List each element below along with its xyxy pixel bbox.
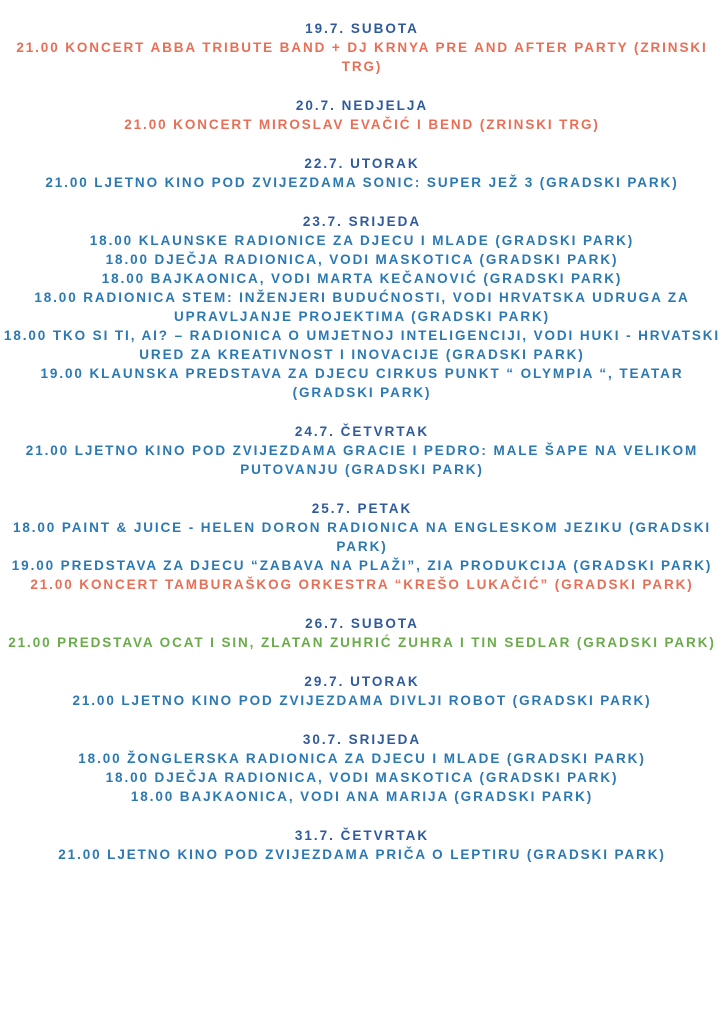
event-item: 18.00 PAINT & JUICE - HELEN DORON RADIONICA NA ENGLESKOM JEZIKU (GRADSKI PARK) xyxy=(12,520,712,554)
day-date: 24.7. ČETVRTAK xyxy=(294,424,430,439)
event-item: 21.00 KONCERT TAMBURAŠKOG ORKESTRA “KREŠO LUKAČIĆ” (GRADSKI PARK) xyxy=(30,577,694,592)
day-20-7 xyxy=(0,96,724,134)
event-item: 21.00 LJETNO KINO POD ZVIJEZDAMA SONIC: SUPER JEŽ 3 (GRADSKI PARK) xyxy=(45,175,679,190)
event-item: 18.00 TKO SI TI, AI? – RADIONICA O UMJETNOJ INTELIGENCIJI, VODI HUKI - HRVATSKI URED ZA KREATIVNOST I INOVACIJE (GRADSKI PARK) xyxy=(3,328,721,362)
day-date: 26.7. SUBOTA xyxy=(305,616,419,631)
event-item: 18.00 RADIONICA STEM: INŽENJERI BUDUĆNOSTI, VODI HRVATSKA UDRUGA ZA UPRAVLJANJE PROJEKTIMA (GRADSKI PARK) xyxy=(34,290,690,324)
day-date: 25.7. PETAK xyxy=(311,501,413,516)
event-item: 18.00 BAJKAONICA, VODI ANA MARIJA (GRADSKI PARK) xyxy=(130,789,594,804)
day-30-7 xyxy=(0,730,724,806)
day-date: 20.7. NEDJELJA xyxy=(295,98,429,113)
day-date: 29.7. UTORAK xyxy=(304,674,420,689)
event-item: 18.00 DJEČJA RADIONICA, VODI MASKOTICA (GRADSKI PARK) xyxy=(105,252,619,267)
day-24-7 xyxy=(0,422,724,479)
event-item: 19.00 PREDSTAVA ZA DJECU “ZABAVA NA PLAŽI”, ZIA PRODUKCIJA (GRADSKI PARK) xyxy=(11,558,713,573)
event-item: 21.00 KONCERT MIROSLAV EVAČIĆ I BEND (ZRINSKI TRG) xyxy=(124,117,600,132)
day-date: 31.7. ČETVRTAK xyxy=(294,828,430,843)
day-date: 23.7. SRIJEDA xyxy=(302,214,422,229)
day-date: 22.7. UTORAK xyxy=(304,156,420,171)
event-item: 21.00 PREDSTAVA OCAT I SIN, ZLATAN ZUHRIĆ ZUHRA I TIN SEDLAR (GRADSKI PARK) xyxy=(8,635,716,650)
day-date: 30.7. SRIJEDA xyxy=(302,732,422,747)
day-22-7 xyxy=(0,154,724,192)
event-item: 18.00 KLAUNSKE RADIONICE ZA DJECU I MLADE (GRADSKI PARK) xyxy=(89,233,635,248)
day-25-7 xyxy=(0,499,724,594)
day-29-7 xyxy=(0,672,724,710)
event-item: 19.00 KLAUNSKA PREDSTAVA ZA DJECU CIRKUS PUNKT “ OLYMPIA “, TEATAR (GRADSKI PARK) xyxy=(40,366,684,400)
event-item: 18.00 DJEČJA RADIONICA, VODI MASKOTICA (GRADSKI PARK) xyxy=(105,770,619,785)
day-31-7 xyxy=(0,826,724,864)
event-item: 21.00 LJETNO KINO POD ZVIJEZDAMA GRACIE I PEDRO: MALE ŠAPE NA VELIKOM PUTOVANJU (GRADSKI PARK) xyxy=(25,443,699,477)
event-item: 18.00 ŽONGLERSKA RADIONICA ZA DJECU I MLADE (GRADSKI PARK) xyxy=(78,751,646,766)
event-item: 18.00 BAJKAONICA, VODI MARTA KEČANOVIĆ (GRADSKI PARK) xyxy=(101,271,623,286)
event-item: 21.00 KONCERT ABBA TRIBUTE BAND + DJ KRNYA PRE AND AFTER PARTY (ZRINSKI TRG) xyxy=(16,40,708,74)
day-26-7 xyxy=(0,614,724,652)
event-item: 21.00 LJETNO KINO POD ZVIJEZDAMA DIVLJI ROBOT (GRADSKI PARK) xyxy=(72,693,652,708)
event-item: 21.00 LJETNO KINO POD ZVIJEZDAMA PRIČA O LEPTIRU (GRADSKI PARK) xyxy=(58,847,666,862)
day-19-7 xyxy=(0,19,724,76)
day-23-7 xyxy=(0,212,724,402)
day-date: 19.7. SUBOTA xyxy=(305,21,419,36)
